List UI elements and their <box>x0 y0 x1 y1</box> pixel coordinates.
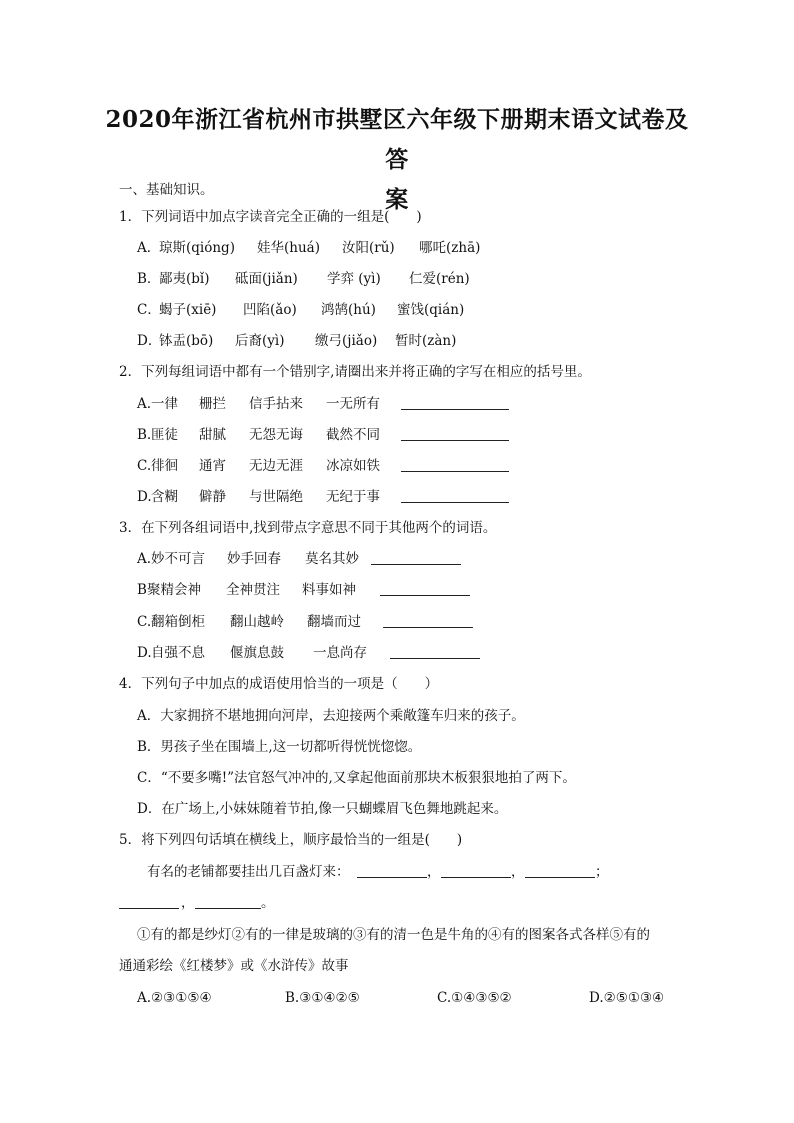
option-label: B <box>137 582 147 598</box>
option-label: B． <box>137 271 161 287</box>
option-word: 一律 <box>151 396 178 412</box>
q4-option-d: D．在广场上,小妹妹随着节拍,像一只蝴蝶眉飞色舞地跳起来。 <box>137 801 508 817</box>
choice-a: A.②③①⑤④ <box>137 990 212 1006</box>
answer-blank <box>401 456 509 472</box>
option-word: 暂时(zàn) <box>395 333 457 349</box>
option-word: 含糊 <box>151 489 178 505</box>
answer-blank <box>383 612 473 628</box>
option-word: 学弈 (yì) <box>327 271 381 287</box>
answer-blank <box>195 893 261 909</box>
option-word: 鄙夷(bǐ) <box>159 271 210 287</box>
option-word: 无纪于事 <box>326 489 380 505</box>
option-word: 冰凉如铁 <box>326 458 380 474</box>
option-word: 蜜饯(qián) <box>397 302 465 318</box>
option-word: 汝阳(rǔ) <box>342 240 395 256</box>
option-label: C. <box>137 614 152 630</box>
option-word: 凹陷(ǎo) <box>243 302 297 318</box>
answer-blank <box>119 893 179 909</box>
choice-b: B.③①④②⑤ <box>285 990 360 1006</box>
option-word: 截然不同 <box>326 427 380 443</box>
title-line-2: 案 <box>385 186 409 213</box>
option-label: A. <box>137 551 152 567</box>
option-word: 一无所有 <box>326 396 380 412</box>
q3-stem: 3．在下列各组词语中,找到带点字意思不同于其他两个的词语。 <box>119 520 497 536</box>
option-word: 信手拈来 <box>249 396 303 412</box>
option-word: 仁爱(rén) <box>409 271 470 287</box>
option-word: 无怨无诲 <box>249 427 303 443</box>
option-word: 偃旗息鼓 <box>230 645 284 661</box>
option-word: 通宵 <box>199 458 226 474</box>
option-label: A． <box>137 240 161 256</box>
option-word: 妙手回春 <box>227 551 281 567</box>
option-word: 全神贯注 <box>226 582 280 598</box>
title-line-1: 2020年浙江省杭州市拱墅区六年级下册期末语文试卷及答 <box>105 106 689 173</box>
q2-stem: 2．下列每组词语中都有一个错别字,请圈出来并将正确的字写在相应的括号里。 <box>119 364 591 380</box>
option-label: C． <box>137 302 161 318</box>
option-word: 哪吒(zhā) <box>419 240 481 256</box>
option-word: 料事如神 <box>302 582 356 598</box>
answer-blank <box>371 549 461 565</box>
option-label: D. <box>137 489 152 505</box>
option-word: 一息尚存 <box>313 645 367 661</box>
q1-stem: 1．下列词语中加点字读音完全正确的一组是( ) <box>119 209 422 225</box>
answer-blank <box>401 487 509 503</box>
choice-d: D.②⑤①③④ <box>589 990 665 1006</box>
q5-material-line-2: 通通彩绘《红楼梦》或《水浒传》故事 <box>119 958 349 974</box>
option-word: 无边无涯 <box>249 458 303 474</box>
answer-blank <box>441 862 511 878</box>
q5-stem: 5．将下列四句话填在横线上，顺序最恰当的一组是( ) <box>119 832 463 848</box>
option-word: 栅拦 <box>199 396 226 412</box>
option-word: 娃华(huá) <box>257 240 320 256</box>
option-label: A. <box>137 396 152 412</box>
option-word: 蝎子(xiē) <box>159 302 217 318</box>
q4-stem: 4．下列句子中加点的成语使用恰当的一项是（ ） <box>119 676 439 692</box>
option-word: 缴弓(jiǎo) <box>315 333 378 349</box>
option-word: 聚精会神 <box>147 582 201 598</box>
option-word: 徘徊 <box>151 458 178 474</box>
option-label: C. <box>137 458 152 474</box>
section-heading: 一、基础知识。 <box>119 182 214 198</box>
option-word: 莫名其妙 <box>305 551 359 567</box>
option-word: 后裔(yì) <box>235 333 285 349</box>
option-word: 砥面(jiǎn) <box>235 271 298 287</box>
answer-blank <box>380 580 470 596</box>
q4-option-c: C．“不要多嘴!”法官怒气冲冲的,又拿起他面前那块木板狠狠地拍了两下。 <box>137 770 576 786</box>
option-word: 翻墙而过 <box>307 614 361 630</box>
choice-c: C.①④③⑤② <box>437 990 512 1006</box>
option-label: D. <box>137 645 152 661</box>
option-word: 僻静 <box>199 489 226 505</box>
option-word: 翻箱倒柜 <box>151 614 205 630</box>
option-word: 自强不息 <box>151 645 205 661</box>
option-word: 琼斯(qióng) <box>159 240 235 256</box>
q5-material-line-1: ①有的都是纱灯②有的一律是玻璃的③有的清一色是牛角的④有的图案各式各样⑤有的 <box>137 927 650 943</box>
option-word: 甜腻 <box>199 427 226 443</box>
answer-blank <box>390 643 480 659</box>
option-word: 妙不可言 <box>151 551 205 567</box>
option-label: D． <box>137 333 162 349</box>
punctuation: ， <box>511 864 525 880</box>
q5-sentence: 有名的老铺都要挂出几百盏灯来： <box>147 864 350 880</box>
punctuation: ； <box>595 864 609 880</box>
answer-blank <box>525 862 595 878</box>
answer-blank <box>357 862 427 878</box>
answer-blank <box>401 425 509 441</box>
option-label: B. <box>137 427 152 443</box>
punctuation: ， <box>181 895 195 911</box>
q4-option-b: B．男孩子坐在围墙上,这一切都听得恍恍惚惚。 <box>137 739 422 755</box>
option-word: 匪徒 <box>151 427 178 443</box>
q4-option-a: A．大家拥挤不堪地拥向河岸，去迎接两个乘敞篷车归来的孩子。 <box>137 708 525 724</box>
option-word: 与世隔绝 <box>249 489 303 505</box>
option-word: 翻山越岭 <box>230 614 284 630</box>
document-title <box>100 100 694 220</box>
punctuation: ， <box>427 864 441 880</box>
answer-blank <box>401 394 509 410</box>
punctuation: 。 <box>261 895 275 911</box>
option-word: 钵盂(bō) <box>159 333 214 349</box>
option-word: 鸿鹄(hú) <box>321 302 376 318</box>
